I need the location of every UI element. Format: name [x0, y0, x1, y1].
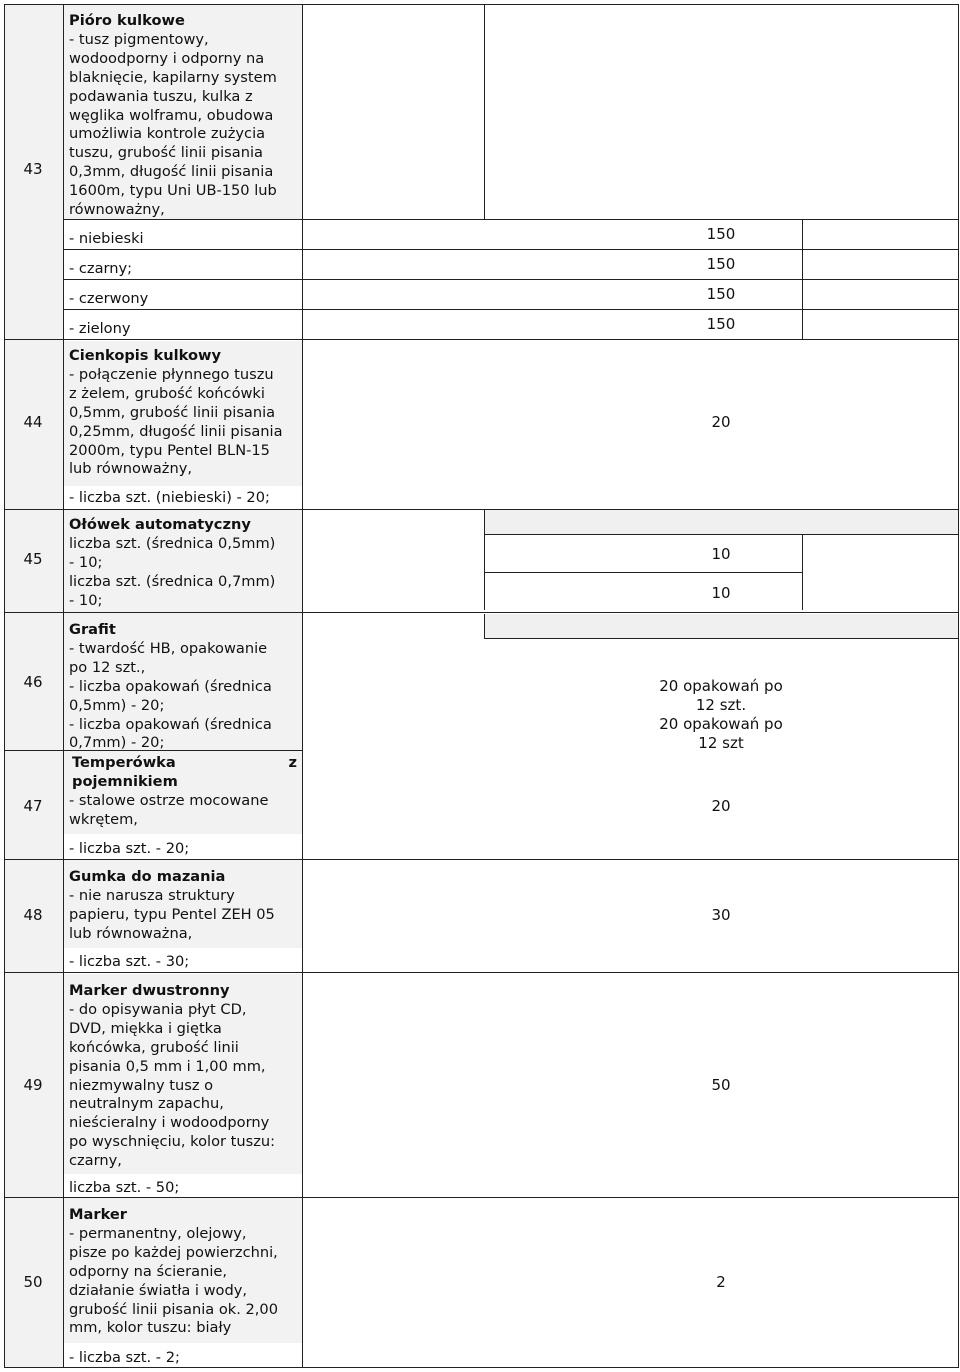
- description-line: liczba szt. (średnica 0,5mm): [69, 534, 276, 552]
- item-title: Pióro kulkowe: [69, 12, 185, 29]
- variant-label: - zielony: [69, 320, 131, 337]
- description-line: - 10;: [69, 553, 103, 571]
- description-line: niezmywalny tusz o: [69, 1076, 214, 1094]
- quantity-line: 12 szt.: [695, 696, 747, 714]
- description-line: wkrętem,: [69, 810, 138, 828]
- description-line: 0,5mm, grubość linii pisania: [69, 403, 276, 421]
- description-line: - połączenie płynnego tuszu: [69, 365, 274, 383]
- item-description: [69, 12, 297, 220]
- item-title: Marker: [69, 1206, 127, 1223]
- quantity: 20: [711, 413, 731, 431]
- description-line: - stalowe ostrze mocowane: [69, 791, 269, 809]
- row-number: 46: [23, 673, 43, 691]
- count-label: liczba szt. - 50;: [69, 1179, 180, 1196]
- description-line: działanie światła i wody,: [69, 1281, 248, 1299]
- quantity: 50: [711, 1076, 731, 1094]
- item-title: Ołówek automatyczny: [69, 516, 251, 533]
- description-line: - twardość HB, opakowanie: [69, 639, 268, 657]
- description-line: wodoodporny i odporny na: [69, 49, 265, 67]
- description-line: po wyschnięciu, kolor tuszu:: [69, 1133, 276, 1151]
- item-description: [69, 621, 297, 753]
- item-title: Marker dwustronny: [69, 982, 230, 999]
- description-line: liczba szt. (średnica 0,7mm): [69, 572, 276, 590]
- description-line: odporny na ścieranie,: [69, 1262, 228, 1280]
- row-number: 45: [23, 550, 43, 568]
- description-line: - permanentny, olejowy,: [69, 1224, 247, 1242]
- count-label: - liczba szt. (niebieski) - 20;: [69, 489, 270, 506]
- item-description: [69, 982, 297, 1171]
- description-line: pisze po każdej powierzchni,: [69, 1243, 278, 1261]
- description-line: 0,25mm, długość linii pisania: [69, 422, 283, 440]
- description-line: - liczba opakowań (średnica: [69, 715, 272, 733]
- count-label: - liczba szt. - 20;: [69, 840, 190, 857]
- quantity: 150: [706, 255, 736, 273]
- description-line: 0,7mm) - 20;: [69, 734, 165, 752]
- description-line: umożliwia kontrole zużycia: [69, 125, 266, 143]
- description-line: papieru, typu Pentel ZEH 05: [69, 905, 275, 923]
- description-line: równoważny,: [69, 201, 165, 219]
- item-description: [69, 347, 297, 479]
- header-bg-45: [484, 510, 959, 534]
- item-title: Gumka do mazania: [69, 868, 226, 885]
- description-line: - 10;: [69, 591, 103, 609]
- item-description: [69, 1206, 297, 1338]
- count-label: - liczba szt. - 30;: [69, 953, 190, 970]
- description-line: 1600m, typu Uni UB-150 lub: [69, 182, 277, 200]
- description-line: neutralnym zapachu,: [69, 1095, 224, 1113]
- item-description: [69, 868, 297, 944]
- item-description: [69, 754, 297, 830]
- description-line: z żelem, grubość końcówki: [69, 384, 265, 402]
- quantity: 150: [706, 225, 736, 243]
- row-number: 43: [23, 160, 43, 178]
- description-line: DVD, miękka i giętka: [69, 1019, 222, 1037]
- description-line: lub równoważny,: [69, 460, 192, 478]
- description-line: tuszu, grubość linii pisania: [69, 144, 263, 162]
- description-line: podawania tuszu, kulka z: [69, 87, 253, 105]
- quantity-line: 20 opakowań po: [659, 677, 783, 695]
- row-number: 49: [23, 1076, 43, 1094]
- item-title: Temperówka z pojemnikiem: [72, 754, 297, 790]
- description-line: mm, kolor tuszu: biały: [69, 1319, 232, 1337]
- description-line: czarny,: [69, 1152, 122, 1170]
- variant-label: - czarny;: [69, 260, 133, 277]
- description-line: 0,3mm, długość linii pisania: [69, 163, 274, 181]
- header-bg-46: [484, 614, 959, 638]
- item-title: Cienkopis kulkowy: [69, 347, 221, 364]
- description-line: blaknięcie, kapilarny system: [69, 68, 277, 86]
- quantity-line: 20 opakowań po: [659, 715, 783, 733]
- description-line: pisania 0,5 mm i 1,00 mm,: [69, 1057, 266, 1075]
- quantity: 150: [706, 315, 736, 333]
- quantity: 10: [711, 584, 731, 602]
- row-number: 48: [23, 906, 43, 924]
- description-line: - liczba opakowań (średnica: [69, 677, 272, 695]
- quantity: 10: [711, 545, 731, 563]
- quantity: 20: [711, 797, 731, 815]
- row-number: 50: [23, 1273, 43, 1291]
- variant-label: - czerwony: [69, 290, 149, 307]
- row-number: 47: [23, 797, 43, 815]
- description-line: końcówka, grubość linii: [69, 1038, 239, 1056]
- quantity: 150: [706, 285, 736, 303]
- description-line: po 12 szt.,: [69, 658, 146, 676]
- description-line: 2000m, typu Pentel BLN-15: [69, 441, 270, 459]
- quantity: 2: [716, 1273, 726, 1291]
- item-title: Grafit: [69, 621, 116, 638]
- description-line: - do opisywania płyt CD,: [69, 1000, 247, 1018]
- description-line: węglika wolframu, obudowa: [69, 106, 274, 124]
- quantity-line: 12 szt: [698, 734, 744, 752]
- count-label: - liczba szt. - 2;: [69, 1349, 180, 1366]
- description-line: - tusz pigmentowy,: [69, 30, 209, 48]
- quantity: [640, 677, 802, 753]
- description-line: 0,5mm) - 20;: [69, 696, 165, 714]
- description-line: lub równoważna,: [69, 924, 193, 942]
- description-line: nieścieralny i wodoodporny: [69, 1114, 270, 1132]
- description-line: grubość linii pisania ok. 2,00: [69, 1300, 278, 1318]
- row-number: 44: [23, 413, 43, 431]
- description-line: - nie narusza struktury: [69, 886, 235, 904]
- variant-label: - niebieski: [69, 230, 144, 247]
- item-description: [69, 516, 297, 611]
- quantity: 30: [711, 906, 731, 924]
